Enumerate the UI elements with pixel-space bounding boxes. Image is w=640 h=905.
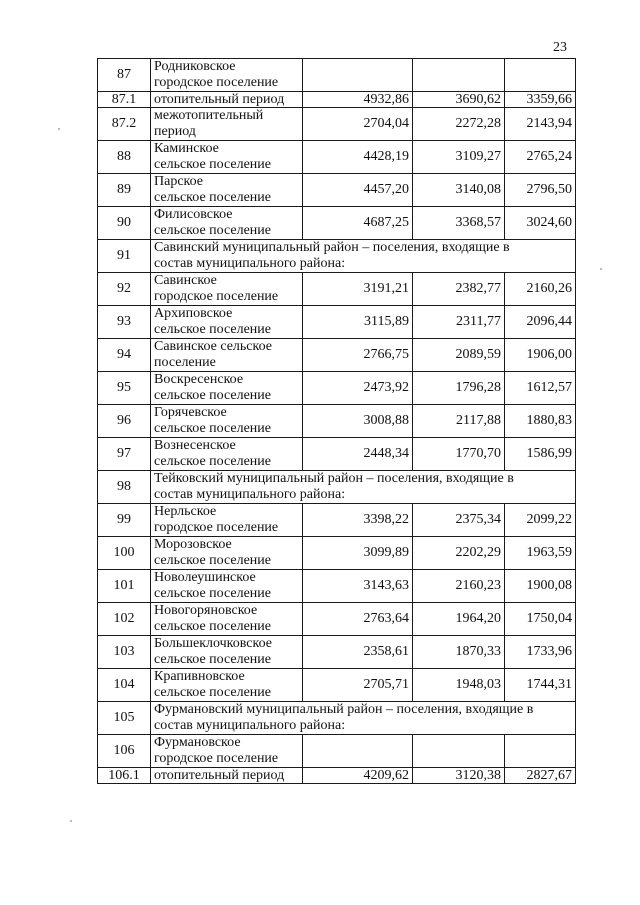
settlement-name-line: сельское поселение bbox=[154, 586, 271, 601]
value-col-2: 3140,08 bbox=[413, 174, 505, 207]
row-number: 100 bbox=[98, 537, 151, 570]
settlement-name-line: сельское поселение bbox=[154, 619, 271, 634]
settlement-name bbox=[151, 339, 303, 372]
value-col-3: 1963,59 bbox=[505, 537, 576, 570]
row-number: 93 bbox=[98, 306, 151, 339]
table-row bbox=[98, 504, 576, 537]
value-col-2: 2375,34 bbox=[413, 504, 505, 537]
value-col-3: 2827,67 bbox=[505, 768, 576, 784]
scan-speck bbox=[70, 820, 72, 822]
settlement-name-line: городское поселение bbox=[154, 751, 279, 766]
row-number: 103 bbox=[98, 636, 151, 669]
value-col-2: 2089,59 bbox=[413, 339, 505, 372]
settlement-name-line: Савинское сельское bbox=[154, 339, 272, 354]
settlement-name-line: Новогоряновское bbox=[154, 603, 258, 618]
settlement-name-line: Горячевское bbox=[154, 405, 227, 420]
value-col-3: 3359,66 bbox=[505, 92, 576, 108]
row-number: 102 bbox=[98, 603, 151, 636]
table-row bbox=[98, 603, 576, 636]
table-group-row bbox=[98, 240, 576, 273]
table-row bbox=[98, 339, 576, 372]
district-heading-line: состав муниципального района: bbox=[154, 487, 346, 502]
value-col-3: 2096,44 bbox=[505, 306, 576, 339]
table-row bbox=[98, 141, 576, 174]
value-col-2 bbox=[413, 59, 505, 92]
value-col-2: 2382,77 bbox=[413, 273, 505, 306]
page-number: 23 bbox=[553, 40, 567, 55]
value-col-2: 2160,23 bbox=[413, 570, 505, 603]
settlement-name-line: сельское поселение bbox=[154, 190, 271, 205]
settlement-name-line: Большеклочковское bbox=[154, 636, 272, 651]
settlement-name-line: Парское bbox=[154, 174, 204, 189]
row-number: 96 bbox=[98, 405, 151, 438]
value-col-3: 1906,00 bbox=[505, 339, 576, 372]
settlement-name-line: Воскресенское bbox=[154, 372, 244, 387]
table-group-row bbox=[98, 471, 576, 504]
value-col-2 bbox=[413, 735, 505, 768]
settlement-name bbox=[151, 438, 303, 471]
value-col-1: 3191,21 bbox=[303, 273, 413, 306]
value-col-2: 3368,57 bbox=[413, 207, 505, 240]
table-row bbox=[98, 405, 576, 438]
settlement-name bbox=[151, 735, 303, 768]
row-number: 90 bbox=[98, 207, 151, 240]
value-col-3: 2765,24 bbox=[505, 141, 576, 174]
table-row bbox=[98, 372, 576, 405]
value-col-1: 3115,89 bbox=[303, 306, 413, 339]
row-number: 87 bbox=[98, 59, 151, 92]
settlement-name bbox=[151, 504, 303, 537]
district-heading-line: Тейковский муниципальный район – поселения, входящие в bbox=[154, 471, 514, 486]
settlement-name-line: городское поселение bbox=[154, 289, 279, 304]
value-col-2: 3690,62 bbox=[413, 92, 505, 108]
table-row bbox=[98, 207, 576, 240]
value-col-1: 3008,88 bbox=[303, 405, 413, 438]
settlement-name-line: период bbox=[154, 124, 196, 139]
settlement-name-line: Филисовское bbox=[154, 207, 233, 222]
value-col-3: 1900,08 bbox=[505, 570, 576, 603]
value-col-1 bbox=[303, 735, 413, 768]
settlement-name bbox=[151, 174, 303, 207]
settlement-name bbox=[151, 273, 303, 306]
value-col-3: 1744,31 bbox=[505, 669, 576, 702]
value-col-3 bbox=[505, 59, 576, 92]
value-col-2: 2117,88 bbox=[413, 405, 505, 438]
row-number: 106.1 bbox=[98, 768, 151, 784]
tariff-table bbox=[97, 58, 576, 784]
settlement-name-line: сельское поселение bbox=[154, 652, 271, 667]
value-col-1: 2448,34 bbox=[303, 438, 413, 471]
table-row bbox=[98, 735, 576, 768]
value-col-2: 1796,28 bbox=[413, 372, 505, 405]
value-col-2: 1770,70 bbox=[413, 438, 505, 471]
settlement-name-line: Вознесенское bbox=[154, 438, 236, 453]
value-col-1: 4932,86 bbox=[303, 92, 413, 108]
value-col-2: 1948,03 bbox=[413, 669, 505, 702]
district-heading bbox=[151, 702, 576, 735]
settlement-name-line: Фурмановское bbox=[154, 735, 241, 750]
value-col-1: 2473,92 bbox=[303, 372, 413, 405]
settlement-name-line: отопительный период bbox=[154, 91, 285, 107]
value-col-2: 2311,77 bbox=[413, 306, 505, 339]
value-col-1: 4428,19 bbox=[303, 141, 413, 174]
table-row bbox=[98, 768, 576, 784]
settlement-name-line: Архиповское bbox=[154, 306, 233, 321]
settlement-name-line: городское поселение bbox=[154, 520, 279, 535]
settlement-name-line: сельское поселение bbox=[154, 421, 271, 436]
settlement-name-line: Морозовское bbox=[154, 537, 232, 552]
district-heading-line: состав муниципального района: bbox=[154, 256, 346, 271]
table-body bbox=[98, 59, 576, 784]
settlement-name-line: сельское поселение bbox=[154, 388, 271, 403]
settlement-name-line: Каминское bbox=[154, 141, 219, 156]
settlement-name bbox=[151, 669, 303, 702]
settlement-name-line: Крапивновское bbox=[154, 669, 245, 684]
value-col-1: 4687,25 bbox=[303, 207, 413, 240]
table-row bbox=[98, 306, 576, 339]
row-number: 91 bbox=[98, 240, 151, 273]
settlement-name bbox=[151, 603, 303, 636]
settlement-name-line: Новолеушинское bbox=[154, 570, 256, 585]
row-number: 87.1 bbox=[98, 92, 151, 108]
table-row bbox=[98, 438, 576, 471]
settlement-name-line: сельское поселение bbox=[154, 223, 271, 238]
table-row bbox=[98, 59, 576, 92]
settlement-name bbox=[151, 537, 303, 570]
district-heading-line: Савинский муниципальный район – поселения, входящие в bbox=[154, 240, 510, 255]
settlement-name bbox=[151, 636, 303, 669]
table-row bbox=[98, 570, 576, 603]
settlement-name bbox=[151, 306, 303, 339]
value-col-1: 2704,04 bbox=[303, 108, 413, 141]
table-row bbox=[98, 636, 576, 669]
settlement-name-line: поселение bbox=[154, 355, 216, 370]
row-number: 89 bbox=[98, 174, 151, 207]
settlement-name bbox=[151, 141, 303, 174]
value-col-2: 2202,29 bbox=[413, 537, 505, 570]
settlement-name-line: Савинское bbox=[154, 273, 217, 288]
row-number: 99 bbox=[98, 504, 151, 537]
value-col-3 bbox=[505, 735, 576, 768]
table-row bbox=[98, 108, 576, 141]
settlement-name-line: Нерльское bbox=[154, 504, 217, 519]
value-col-2: 3120,38 bbox=[413, 768, 505, 784]
settlement-name bbox=[151, 405, 303, 438]
row-number: 92 bbox=[98, 273, 151, 306]
settlement-name bbox=[151, 372, 303, 405]
table-group-row bbox=[98, 702, 576, 735]
settlement-name-line: сельское поселение bbox=[154, 322, 271, 337]
settlement-name bbox=[151, 108, 303, 141]
row-number: 95 bbox=[98, 372, 151, 405]
settlement-name-line: сельское поселение bbox=[154, 685, 271, 700]
settlement-name bbox=[151, 207, 303, 240]
district-heading bbox=[151, 471, 576, 504]
settlement-name-line: сельское поселение bbox=[154, 157, 271, 172]
row-number: 104 bbox=[98, 669, 151, 702]
table-row bbox=[98, 174, 576, 207]
table-row bbox=[98, 669, 576, 702]
district-heading-line: Фурмановский муниципальный район – поселения, входящие в bbox=[154, 702, 534, 717]
row-number: 97 bbox=[98, 438, 151, 471]
value-col-3: 2160,26 bbox=[505, 273, 576, 306]
row-number: 106 bbox=[98, 735, 151, 768]
value-col-2: 1964,20 bbox=[413, 603, 505, 636]
value-col-1: 4457,20 bbox=[303, 174, 413, 207]
value-col-3: 2143,94 bbox=[505, 108, 576, 141]
row-number: 101 bbox=[98, 570, 151, 603]
settlement-name-line: Родниковское bbox=[154, 59, 236, 74]
value-col-1: 3099,89 bbox=[303, 537, 413, 570]
value-col-1 bbox=[303, 59, 413, 92]
settlement-name-line: межотопительный bbox=[154, 108, 264, 123]
scan-speck bbox=[58, 128, 60, 130]
value-col-3: 3024,60 bbox=[505, 207, 576, 240]
value-col-3: 2099,22 bbox=[505, 504, 576, 537]
settlement-name bbox=[151, 570, 303, 603]
row-number: 105 bbox=[98, 702, 151, 735]
row-number: 98 bbox=[98, 471, 151, 504]
settlement-name bbox=[151, 92, 303, 108]
scan-speck bbox=[600, 268, 602, 270]
table-row bbox=[98, 273, 576, 306]
value-col-1: 2705,71 bbox=[303, 669, 413, 702]
settlement-name bbox=[151, 768, 303, 784]
settlement-name-line: сельское поселение bbox=[154, 553, 271, 568]
settlement-name-line: отопительный период bbox=[154, 767, 285, 783]
table-row bbox=[98, 92, 576, 108]
value-col-2: 2272,28 bbox=[413, 108, 505, 141]
value-col-3: 1733,96 bbox=[505, 636, 576, 669]
row-number: 94 bbox=[98, 339, 151, 372]
district-heading bbox=[151, 240, 576, 273]
value-col-2: 3109,27 bbox=[413, 141, 505, 174]
value-col-3: 1612,57 bbox=[505, 372, 576, 405]
row-number: 88 bbox=[98, 141, 151, 174]
value-col-3: 1750,04 bbox=[505, 603, 576, 636]
value-col-1: 3143,63 bbox=[303, 570, 413, 603]
value-col-2: 1870,33 bbox=[413, 636, 505, 669]
row-number: 87.2 bbox=[98, 108, 151, 141]
value-col-3: 1880,83 bbox=[505, 405, 576, 438]
value-col-3: 1586,99 bbox=[505, 438, 576, 471]
settlement-name-line: сельское поселение bbox=[154, 454, 271, 469]
district-heading-line: состав муниципального района: bbox=[154, 718, 346, 733]
table-row bbox=[98, 537, 576, 570]
value-col-3: 2796,50 bbox=[505, 174, 576, 207]
value-col-1: 3398,22 bbox=[303, 504, 413, 537]
value-col-1: 2763,64 bbox=[303, 603, 413, 636]
value-col-1: 2358,61 bbox=[303, 636, 413, 669]
settlement-name bbox=[151, 59, 303, 92]
value-col-1: 4209,62 bbox=[303, 768, 413, 784]
value-col-1: 2766,75 bbox=[303, 339, 413, 372]
settlement-name-line: городское поселение bbox=[154, 75, 279, 90]
